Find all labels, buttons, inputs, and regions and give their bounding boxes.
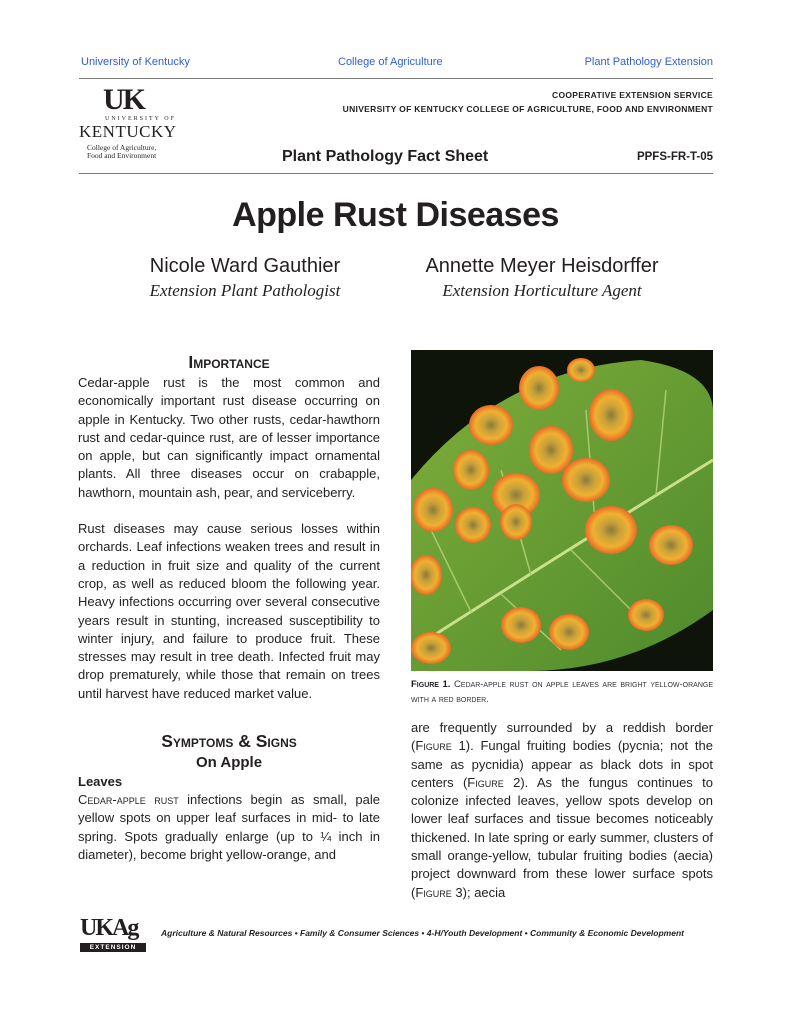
figure-1-caption [411,677,713,707]
link-university-of-kentucky[interactable]: University of Kentucky [81,56,190,68]
figure-2-reference: Figure 2 [467,774,521,790]
ukag-logo-mark: UKAg [80,915,138,941]
page-title: Apple Rust Diseases [232,196,559,234]
author-1-name: Nicole Ward Gauthier [149,255,341,277]
left-column [78,350,380,864]
uk-logo-university: UNIVERSITY OF [105,116,176,122]
author-2-role: Extension Horticulture Agent [442,281,642,300]
figure-1-reference: Figure 1 [415,738,466,754]
symptoms-paragraph-2 [411,719,713,902]
symptoms-p2-part-d: ); aecia [462,884,506,900]
author-1 [100,254,390,304]
uk-logo-mark: UK [103,83,144,116]
footer-program-areas: Agriculture & Natural Resources • Family & Consumer Sciences • 4-H/Youth Development • Community & Economic Development [161,928,684,938]
coop-line-1: COOPERATIVE EXTENSION SERVICE [552,90,713,100]
symptoms-paragraph-1 [78,791,380,864]
right-column [411,719,713,902]
leaves-heading: Leaves [78,774,123,790]
ukag-extension-bar: EXTENSION [80,943,146,952]
author-1-role: Extension Plant Pathologist [149,281,341,300]
uk-logo-subtitle [87,144,187,160]
importance-heading: Importance [188,352,270,372]
link-college-of-agriculture[interactable]: College of Agriculture [338,56,443,68]
symptoms-p2-part-b: ). Fungal fruiting bodies (pycnia; not the same as pycnidia) appear as black dots in spot centers ( [411,738,713,790]
symptoms-heading: Symptoms & Signs [161,731,297,752]
link-plant-pathology-extension[interactable]: Plant Pathology Extension [584,56,713,68]
coop-extension-heading [343,88,713,116]
ukag-extension-logo [80,915,150,953]
figure-1-caption-text: Cedar-apple rust on apple leaves are bright yellow-orange with a red border. [411,679,713,705]
uk-logo-kentucky: KENTUCKY [79,122,177,141]
figure-3-reference: Figure 3 [415,884,463,900]
uk-logo [79,83,189,166]
top-links [80,56,713,72]
figure-1-label: Figure 1. [411,679,451,690]
header-rule-top [79,78,713,79]
fact-sheet-label: Plant Pathology Fact Sheet [282,148,489,165]
figure-1-photo [411,350,713,671]
uk-logo-sub2: Food and Environment [87,151,157,160]
fact-sheet-code: PPFS-FR-T-05 [636,151,713,163]
symptoms-p2-part-a: are frequently surrounded by a reddish border ( [411,720,713,754]
coop-line-2: UNIVERSITY OF KENTUCKY COLLEGE OF AGRICULTURE, FOOD AND ENVIRONMENT [342,104,713,114]
header-rule-bottom [79,173,713,174]
author-2 [397,254,687,304]
importance-paragraph-2: Rust diseases may cause serious losses within orchards. Leaf infections weaken trees and result in a reduction in fruit size and quality of the current crop, as well as reduced bloom the following year. Heavy infections occurring over several consecutive years result in stunting, increased susceptibility to winter injury, and failure to produce fruit. These stresses may result in tree death. Infected fruit may drop prematurely, while those that remain on trees until harvest have reduced market value. [78,521,380,701]
cedar-apple-rust-term: Cedar-apple rust [78,792,179,808]
importance-paragraph-1: Cedar-apple rust is the most common and economically important rust disease occurring on apple in Kentucky. Two other rusts, cedar-hawthorn rust and cedar-quince rust, are of lesser importance on apple, but can significantly impact ornamental plants. All three diseases occur on crabapple, hawthorn, mountain ash, pear, and serviceberry. [78,375,380,500]
author-2-name: Annette Meyer Heisdorffer [425,255,659,277]
symptoms-p2-part-c: ). As the fungus continues to colonize infected leaves, yellow spots develop on lower leaf surfaces and tissue becomes noticeably thickened. In late spring or early summer, clusters of small orange-yellow, tubular fruiting bodies (aecia) project downward from these lower surface spots ( [411,774,713,900]
uk-logo-sub1: College of Agriculture, [87,143,157,152]
on-apple-subheading: On Apple [195,754,263,772]
symptoms-paragraph-1-text: infections begin as small, pale yellow spots on upper leaf surfaces in mid- to late spring. Spots gradually enlarge (up to ¼ inch in diameter), become bright yellow-orange, and [78,792,380,862]
